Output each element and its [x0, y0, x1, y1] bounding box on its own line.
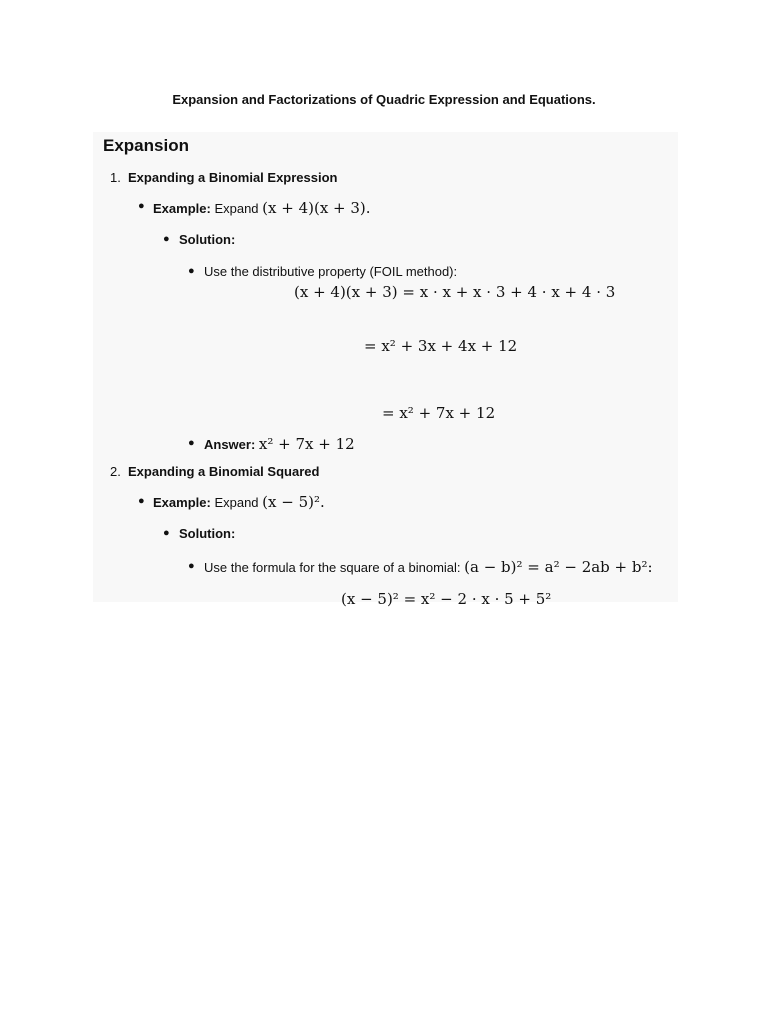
bullet-icon: ● [188, 560, 195, 572]
item-2-math-line-1: (x − 5)² = x² − 2 · x · 5 + 5² [341, 590, 552, 608]
bullet-icon: ● [188, 437, 195, 449]
item-1-heading: Expanding a Binomial Expression [128, 170, 338, 185]
example-text: Expand [214, 495, 259, 510]
example-math: (x − 5)². [262, 493, 325, 511]
item-1-example [153, 199, 371, 217]
example-math: (x + 4)(x + 3). [262, 199, 371, 217]
bullet-icon: ● [138, 200, 145, 212]
document-title: Expansion and Factorizations of Quadric Expression and Equations. [172, 92, 596, 107]
answer-math: x² + 7x + 12 [258, 435, 355, 453]
example-label: Example: [153, 201, 211, 216]
item-2-example [153, 493, 325, 511]
example-label: Example: [153, 495, 211, 510]
item-1-math-line-1: (x + 4)(x + 3) = x · x + x · 3 + 4 · x + 4 · 3 [294, 283, 616, 301]
item-1-step-text: Use the distributive property (FOIL method): [204, 264, 458, 279]
item-1-math-line-3: = x² + 7x + 12 [382, 404, 496, 422]
step-math: (a − b)² = a² − 2ab + b²: [464, 558, 653, 576]
bullet-icon: ● [163, 527, 170, 539]
bullet-icon: ● [163, 233, 170, 245]
item-1-number: 1. [110, 170, 121, 185]
item-2-step [204, 558, 653, 576]
bullet-icon: ● [138, 495, 145, 507]
item-1-solution-label: Solution: [179, 232, 236, 247]
section-heading: Expansion [103, 136, 189, 155]
item-1-answer [204, 435, 355, 453]
answer-label: Answer: [204, 437, 256, 452]
example-text: Expand [214, 201, 259, 216]
item-2-heading: Expanding a Binomial Squared [128, 464, 320, 479]
step-text: Use the formula for the square of a binomial: [204, 560, 461, 575]
item-1-math-line-2: = x² + 3x + 4x + 12 [364, 337, 518, 355]
bullet-icon: ● [188, 265, 195, 277]
item-2-number: 2. [110, 464, 121, 479]
item-2-solution-label: Solution: [179, 526, 236, 541]
